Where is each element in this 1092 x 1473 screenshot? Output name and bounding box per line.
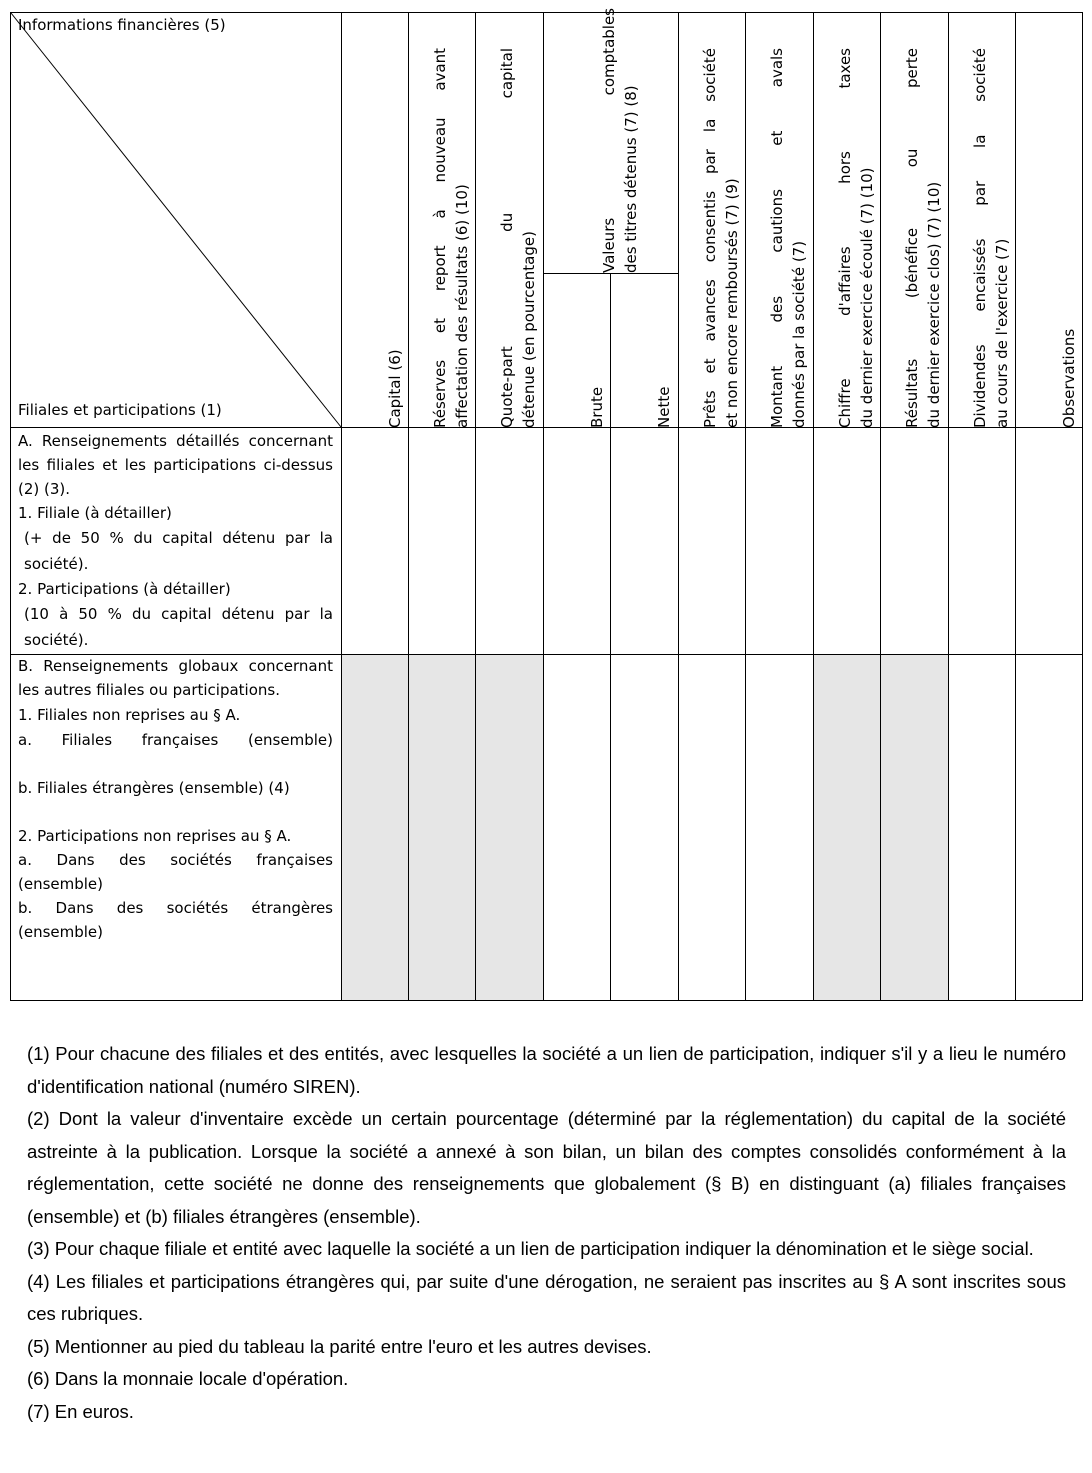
footnote-3: (3) Pour chaque filiale et entité avec laquelle la société a un lien de participation indiquer la dénomination et le siège social. (27, 1238, 1034, 1259)
header-line: Chiffre d'affaires hors taxes (836, 48, 854, 428)
header-line: du dernier exercice clos) (7) (10) (925, 181, 943, 428)
row-a-description (18, 429, 333, 653)
col-header-prets (681, 48, 743, 428)
header-line: Résultats (bénéfice ou perte (903, 48, 921, 428)
shade-capital (341, 655, 408, 1000)
header-line: et non encore remboursés (7) (9) (723, 178, 741, 428)
header-line: Capital (6) (386, 349, 404, 428)
header-line: affectation des résultats (6) (10) (453, 184, 471, 428)
row-b-item-2: 2. Participations non reprises au § A. (18, 827, 292, 845)
col-header-reserves (411, 48, 473, 428)
row-b-title: B. Renseignements globaux concernant les autres filiales ou participations. (18, 657, 333, 699)
row-b-item-2a: a. Dans des sociétés françaises (ensemble) (18, 851, 333, 893)
header-line: Brute (588, 386, 606, 428)
footnote-1: (1) Pour chacune des filiales et des entités, avec lesquelles la société a un lien de participation, indiquer s'il y a lieu le numéro d'identification national (numéro SIREN). (27, 1043, 1066, 1097)
footnote-5: (5) Mentionner au pied du tableau la parité entre l'euro et les autres devises. (27, 1335, 652, 1357)
header-line: Montant des cautions et avals (768, 48, 786, 428)
header-line: Quote-part du capital (498, 48, 516, 428)
shade-chiffre (813, 655, 880, 1000)
corner-label-informations: Informations financières (5) (18, 16, 226, 34)
shade-reserves (408, 655, 475, 1000)
row-b-item-1: 1. Filiales non reprises au § A. (18, 706, 241, 724)
corner-label-filiales: Filiales et participations (1) (18, 401, 222, 419)
header-line: Nette (655, 386, 673, 428)
col-header-montant-cautions (748, 48, 810, 428)
header-line: Prêts et avances consentis par la société (701, 48, 719, 428)
footnote-2: (2) Dont la valeur d'inventaire excède un certain pourcentage (déterminé par la réglementation) du capital de la société astreinte à la publication. Lorsque la société a annexé à son bilan, un bilan des comptes consolidés conformément à la réglementation, cette société ne donne des renseignements que globalement (§ B) en distinguant (a) filiales françaises (ensemble) et (b) filiales étrangères (ensemble). (27, 1108, 1066, 1227)
header-line: des titres détenus (7) (8) (622, 85, 640, 273)
footnote-4: (4) Les filiales et participations étrangères qui, par suite d'une dérogation, ne seraient pas inscrites au § A sont inscrites sous ces rubriques. (27, 1270, 1066, 1324)
row-b-description (18, 654, 333, 944)
col-header-capital (344, 48, 406, 428)
shaded-cells (341, 655, 948, 1000)
col-header-valeurs-comptables (580, 8, 642, 273)
row-b-item-1a: a. Filiales françaises (ensemble) (18, 731, 333, 749)
row-a-item-1: 1. Filiale (à détailler) (18, 504, 172, 522)
row-a-item-1-detail: (+ de 50 % du capital détenu par la société). (24, 529, 333, 573)
header-line: donnés par la société (7) (790, 240, 808, 428)
footnotes (27, 1038, 1066, 1428)
col-header-observations (1018, 48, 1080, 428)
row-a-title: A. Renseignements détaillés concernant les filiales et les participations ci-dessus (2) (3). (18, 432, 333, 498)
header-line: Dividendes encaissés par la société (971, 48, 989, 428)
footnote-7: (7) En euros. (27, 1400, 134, 1422)
col-header-chiffre-affaires (816, 48, 878, 428)
header-line: Observations (1060, 328, 1078, 428)
row-a-item-2-detail: (10 à 50 % du capital détenu par la société). (24, 605, 333, 649)
header-line: détenue (en pourcentage) (520, 231, 538, 428)
shade-quotepart (475, 655, 543, 1000)
header-line: au cours de l'exercice (7) (993, 238, 1011, 428)
header-line: Réserves et report à nouveau avant (431, 48, 449, 428)
row-b-item-1b: b. Filiales étrangères (ensemble) (4) (18, 779, 290, 797)
col-header-resultats (883, 48, 945, 428)
row-b-item-2b: b. Dans des sociétés étrangères (ensemble) (18, 899, 333, 941)
corner-diagonal (11, 13, 341, 427)
col-header-brute (546, 278, 608, 428)
header-line: du dernier exercice écoulé (7) (10) (858, 167, 876, 428)
col-header-quote-part (478, 48, 540, 428)
footnote-6: (6) Dans la monnaie locale d'opération. (27, 1368, 349, 1389)
header-line: Valeurs comptables (600, 8, 618, 273)
shade-resultats (880, 655, 948, 1000)
col-header-dividendes (951, 48, 1013, 428)
col-header-nette (613, 278, 675, 428)
row-a-item-2: 2. Participations (à détailler) (18, 580, 231, 598)
